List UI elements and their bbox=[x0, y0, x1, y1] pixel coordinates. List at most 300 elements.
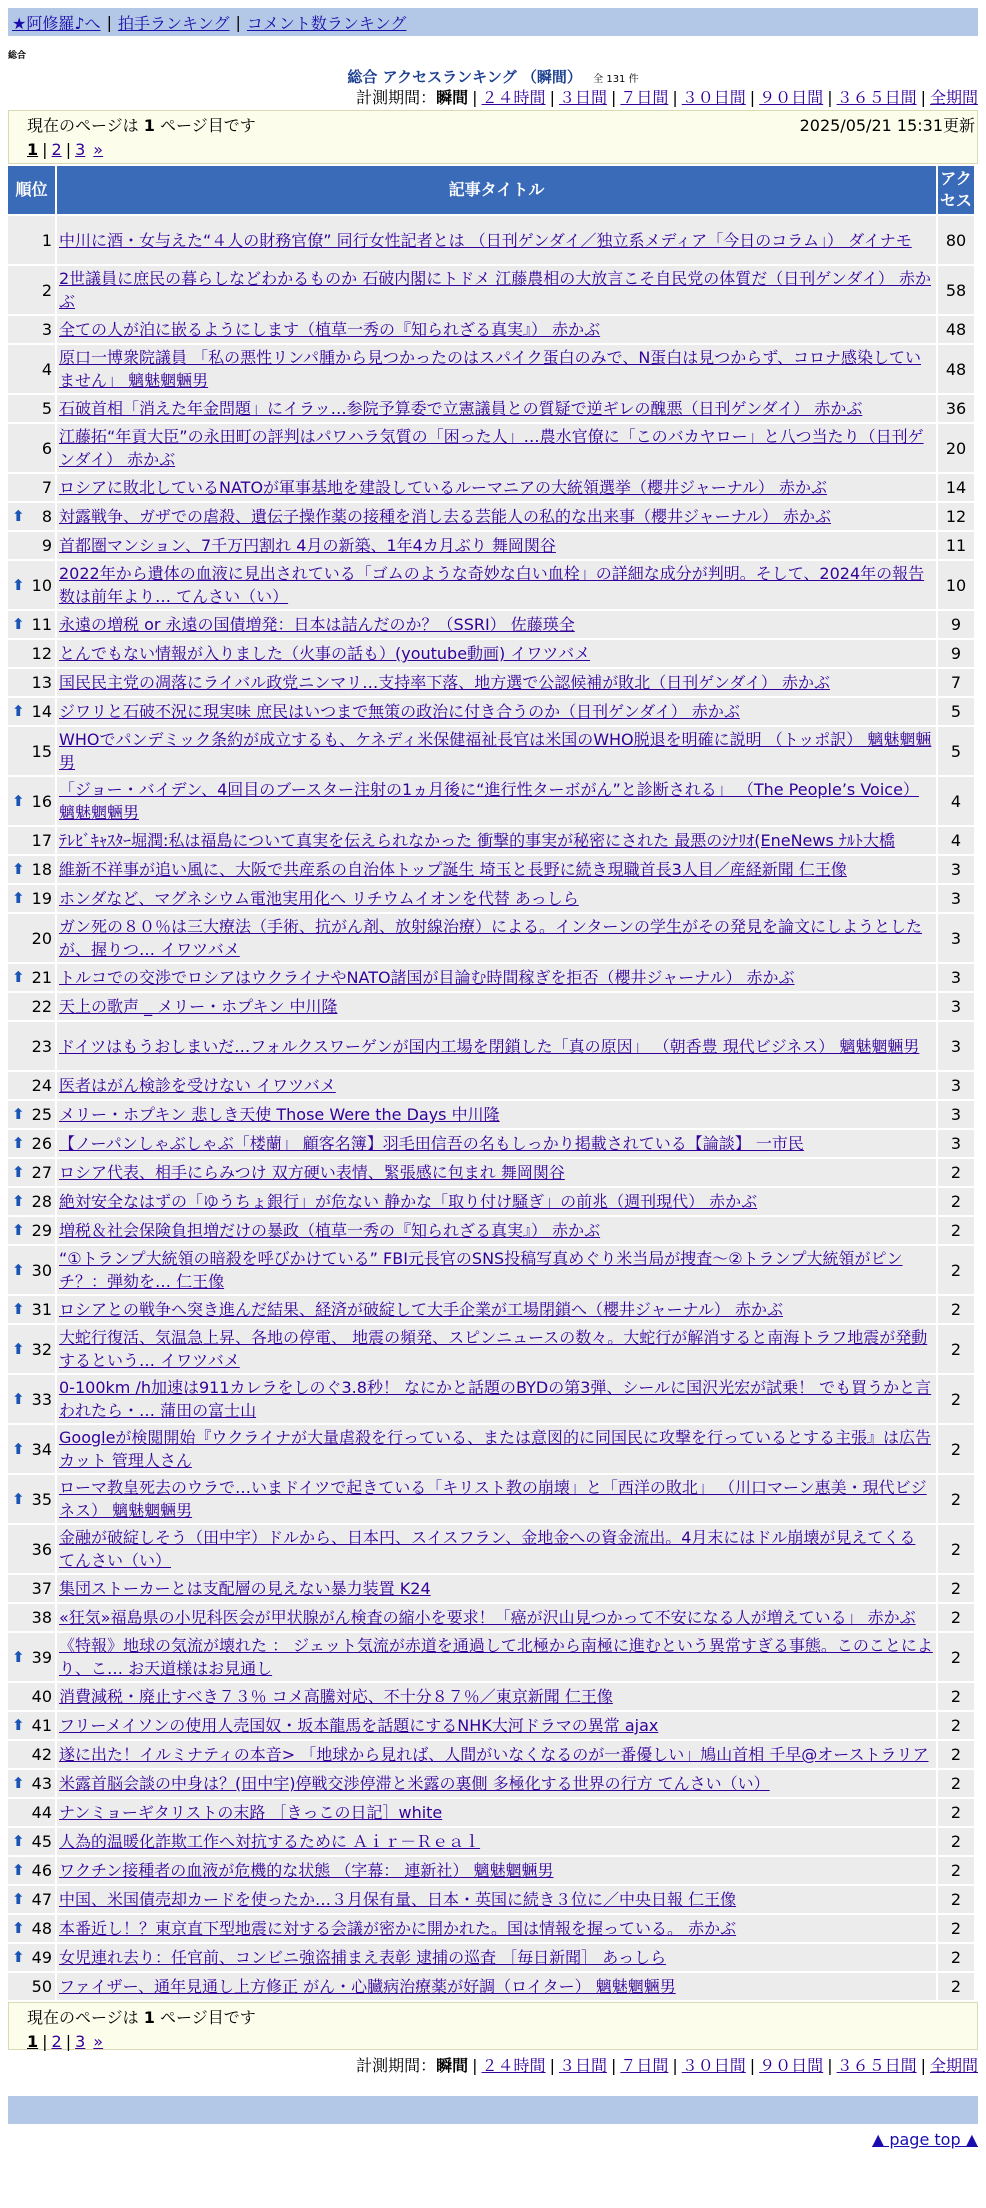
rank-up-arrow-icon: ⬆ bbox=[12, 1134, 25, 1152]
period-current: 瞬間 bbox=[436, 88, 469, 107]
comment-ranking-link[interactable]: コメント数ランキング bbox=[246, 13, 407, 33]
article-title-link[interactable]: ワクチン接種者の血液が危機的な状態 （字幕： 連新社） 魑魅魍魎男 bbox=[59, 1861, 554, 1880]
title-cell bbox=[57, 1188, 936, 1215]
rank-cell bbox=[8, 1525, 55, 1573]
title-cell bbox=[57, 669, 936, 696]
rank-cell bbox=[8, 216, 55, 264]
rank-up-arrow-icon: ⬆ bbox=[12, 1919, 25, 1937]
rank-cell bbox=[8, 1799, 55, 1826]
access-count: 7 bbox=[938, 669, 974, 696]
period-link[interactable]: ２４時間 bbox=[481, 88, 546, 107]
period-selector-bottom bbox=[8, 2054, 978, 2078]
article-title-link[interactable]: 維新不祥事が追い風に、大阪で共産系の自治体トップ誕生 埼玉と長野に続き現職首長3人目／産経新聞 仁王像 bbox=[59, 860, 847, 879]
period-separator: | bbox=[472, 88, 478, 107]
rank-cell bbox=[8, 1325, 55, 1373]
ranking-row bbox=[8, 1799, 974, 1826]
article-title-link[interactable]: 絶対安全なはずの「ゆうちょ銀行」が危ない 静かな「取り付け騒ぎ」の前兆（週刊現代） 赤かぶ bbox=[59, 1192, 758, 1211]
pagination-top bbox=[27, 140, 977, 159]
rank-number: 1 bbox=[41, 230, 52, 250]
period-separator: | bbox=[672, 2056, 678, 2075]
rank-number: 10 bbox=[31, 575, 52, 595]
rank-cell bbox=[8, 1575, 55, 1602]
title-cell bbox=[57, 1712, 936, 1739]
title-cell bbox=[57, 316, 936, 343]
ranking-row bbox=[8, 316, 974, 343]
rank-up-arrow-icon: ⬆ bbox=[12, 507, 25, 525]
title-cell bbox=[57, 1683, 936, 1710]
pager-link[interactable]: 2 bbox=[51, 2032, 62, 2051]
article-title-link[interactable]: 中川に酒・女与えた“４人の財務官僚” 同行女性記者とは （日刊ゲンダイ／独立系メディア「今日のコラム」） ダイナモ bbox=[59, 230, 912, 250]
title-cell bbox=[57, 561, 936, 609]
rank-number: 23 bbox=[31, 1036, 52, 1056]
title-cell bbox=[57, 1915, 936, 1942]
rank-number: 14 bbox=[31, 702, 52, 721]
ranking-row bbox=[8, 777, 974, 825]
period-link[interactable]: ３日間 bbox=[558, 2056, 607, 2075]
title-cell bbox=[57, 1886, 936, 1913]
rank-number: 41 bbox=[31, 1716, 52, 1735]
rank-number: 37 bbox=[31, 1579, 52, 1598]
ranking-row bbox=[8, 1072, 974, 1099]
article-title-link[interactable]: ロシアとの戦争へ突き進んだ結果、経済が破綻して大手企業が工場閉鎖へ（櫻井ジャーナル） 赤かぶ bbox=[59, 1300, 783, 1319]
article-title-link[interactable]: ドイツはもうおしまいだ…フォルクスワーゲンが国内工場を閉鎖した「真の原因」 （朝香豊 現代ビジネス） 魑魅魍魎男 bbox=[59, 1036, 920, 1056]
access-count: 2 bbox=[938, 1799, 974, 1826]
period-link[interactable]: 全期間 bbox=[929, 88, 978, 107]
category-tag: 総合 bbox=[8, 51, 27, 61]
article-title-link[interactable]: 遂に出た！イルミナティの本音> 「地球から見れば、人間がいなくなるのが一番優しい」鳩山首相 千早@オーストラリア bbox=[59, 1745, 929, 1764]
access-count: 2 bbox=[938, 1296, 974, 1323]
ranking-row bbox=[8, 1022, 974, 1070]
rank-number: 50 bbox=[31, 1977, 52, 1996]
ranking-row bbox=[8, 993, 974, 1020]
rank-up-arrow-icon: ⬆ bbox=[12, 1105, 25, 1123]
rank-number: 36 bbox=[31, 1539, 52, 1559]
pager-separator: | bbox=[65, 140, 72, 159]
ranking-row bbox=[8, 1101, 974, 1128]
rank-number: 9 bbox=[41, 536, 52, 555]
access-count: 2 bbox=[938, 1683, 974, 1710]
rank-cell bbox=[8, 777, 55, 825]
article-title-link[interactable]: ﾃﾚﾋﾞｷｬｽﾀｰ堀潤:私は福島について真実を伝えられなかった 衝撃的事実が秘密にされた 最悪のｼﾅﾘｵ(EneNews ﾅﾙﾄ大橋 bbox=[59, 831, 895, 850]
ranking-row bbox=[8, 1130, 974, 1157]
rank-cell bbox=[8, 1886, 55, 1913]
ranking-row bbox=[8, 1741, 974, 1768]
rank-cell bbox=[8, 1712, 55, 1739]
access-count: 58 bbox=[938, 266, 974, 314]
rank-up-arrow-icon: ⬆ bbox=[12, 1260, 25, 1279]
access-count: 4 bbox=[938, 827, 974, 854]
article-title-link[interactable]: ホンダなど、マグネシウム電池実用化へ リチウムイオンを代替 あっしら bbox=[59, 889, 579, 908]
ranking-row bbox=[8, 1246, 974, 1294]
rank-cell bbox=[8, 1973, 55, 2000]
access-count: 11 bbox=[938, 532, 974, 559]
nav-separator: | bbox=[106, 12, 112, 32]
title-cell bbox=[57, 1022, 936, 1070]
rank-cell bbox=[8, 395, 55, 422]
ranking-row bbox=[8, 532, 974, 559]
access-count: 2 bbox=[938, 1159, 974, 1186]
period-link[interactable]: ３６５日間 bbox=[836, 88, 917, 107]
rank-cell bbox=[8, 1022, 55, 1070]
period-link[interactable]: 全期間 bbox=[929, 2056, 978, 2075]
access-count: 2 bbox=[938, 1828, 974, 1855]
access-count: 2 bbox=[938, 1425, 974, 1473]
pager-link[interactable]: 3 bbox=[75, 2032, 86, 2051]
pager-current: 1 bbox=[27, 2032, 39, 2051]
title-cell bbox=[57, 532, 936, 559]
ranking-row bbox=[8, 1475, 974, 1523]
rank-number: 48 bbox=[31, 1919, 52, 1938]
rank-cell bbox=[8, 1425, 55, 1473]
rank-number: 8 bbox=[41, 507, 52, 526]
title-cell bbox=[57, 827, 936, 854]
access-count: 2 bbox=[938, 1575, 974, 1602]
article-title-link[interactable]: 首都圏マンション、7千万円割れ 4月の新築、1年4カ月ぶり 舞岡関谷 bbox=[59, 536, 556, 555]
rank-cell bbox=[8, 669, 55, 696]
title-cell bbox=[57, 1425, 936, 1473]
rank-number: 29 bbox=[31, 1221, 52, 1240]
rank-up-arrow-icon: ⬆ bbox=[12, 1163, 25, 1181]
period-link[interactable]: ２４時間 bbox=[481, 2056, 546, 2075]
article-title-link[interactable]: 医者はがん検診を受けない イワツバメ bbox=[59, 1076, 336, 1095]
rank-number: 44 bbox=[31, 1803, 52, 1822]
rank-up-arrow-icon: ⬆ bbox=[12, 702, 25, 720]
article-title-link[interactable]: ジワリと石破不況に現実味 庶民はいつまで無策の政治に付き合うのか（日刊ゲンダイ） 赤かぶ bbox=[59, 702, 740, 721]
period-link[interactable]: ９０日間 bbox=[759, 2056, 824, 2075]
title-cell bbox=[57, 885, 936, 912]
period-link[interactable]: ３日間 bbox=[558, 88, 607, 107]
period-link[interactable]: ７日間 bbox=[620, 88, 669, 107]
title-cell bbox=[57, 424, 936, 472]
period-label: 計測期間： bbox=[356, 88, 437, 107]
access-count: 80 bbox=[938, 216, 974, 264]
article-title-link[interactable]: 2世議員に庶民の暮らしなどわかるものか 石破内閣にトドメ 江藤農相の大放言こそ自民党の体質だ（日刊ゲンダイ） 赤かぶ bbox=[59, 269, 931, 311]
rank-up-arrow-icon: ⬆ bbox=[12, 1890, 25, 1908]
access-count: 3 bbox=[938, 1022, 974, 1070]
page-indicator-bottom: 現在のページは 1 ページ目です bbox=[27, 2008, 256, 2027]
period-separator: | bbox=[472, 2056, 478, 2075]
title-cell bbox=[57, 1072, 936, 1099]
ranking-row bbox=[8, 424, 974, 472]
article-title-link[interactable]: WHOでパンデミック条約が成立するも、ケネディ米保健福祉長官は米国のWHO脱退を明確に説明 （トッポ訳） 魑魅魍魎男 bbox=[59, 730, 932, 772]
rank-cell bbox=[8, 503, 55, 530]
ranking-row bbox=[8, 827, 974, 854]
ranking-row bbox=[8, 1217, 974, 1244]
rank-cell bbox=[8, 1188, 55, 1215]
article-title-link[interactable]: 対露戦争、ガザでの虐殺、遺伝子操作薬の接種を消し去る芸能人の私的な出来事（櫻井ジャーナル） 赤かぶ bbox=[59, 507, 831, 526]
page-info-box-bottom bbox=[8, 2002, 978, 2050]
page-top-link[interactable]: ▲ page top ▲ bbox=[871, 2130, 978, 2149]
current-page-number: 1 bbox=[143, 2008, 155, 2027]
title-cell bbox=[57, 1217, 936, 1244]
title-cell bbox=[57, 698, 936, 725]
rank-number: 19 bbox=[31, 889, 52, 908]
rank-number: 25 bbox=[31, 1105, 52, 1124]
article-title-link[interactable]: 原口一博衆院議員 「私の悪性リンパ腫から見つかったのはスパイク蛋白のみで、N蛋白は見つからず、コロナ感染していません」 魑魅魍魎男 bbox=[59, 348, 922, 390]
title-cell bbox=[57, 611, 936, 638]
rank-up-arrow-icon: ⬆ bbox=[12, 1192, 25, 1210]
ranking-row bbox=[8, 914, 974, 962]
ranking-row bbox=[8, 395, 974, 422]
rank-cell bbox=[8, 1770, 55, 1797]
clap-ranking-link[interactable]: 拍手ランキング bbox=[117, 13, 230, 33]
ranking-row bbox=[8, 964, 974, 991]
title-cell bbox=[57, 856, 936, 883]
title-cell bbox=[57, 474, 936, 501]
ranking-row bbox=[8, 885, 974, 912]
access-count: 48 bbox=[938, 316, 974, 343]
access-count: 3 bbox=[938, 1101, 974, 1128]
access-count: 36 bbox=[938, 395, 974, 422]
article-title-link[interactable]: 石破首相「消えた年金問題」にイラッ…参院予算委で立憲議員との質疑で逆ギレの醜悪（日刊ゲンダイ） 赤かぶ bbox=[59, 399, 863, 418]
article-title-link[interactable]: ナンミョーギタリストの末路 ［きっこの日記］white bbox=[59, 1803, 443, 1822]
rank-number: 26 bbox=[31, 1134, 52, 1153]
rank-up-arrow-icon: ⬆ bbox=[12, 1339, 25, 1358]
access-count: 48 bbox=[938, 345, 974, 393]
access-count: 2 bbox=[938, 1217, 974, 1244]
ranking-row bbox=[8, 1525, 974, 1573]
current-page-number: 1 bbox=[143, 116, 155, 135]
period-link[interactable]: ７日間 bbox=[620, 2056, 669, 2075]
article-title-link[interactable]: 女児連れ去り：任官前、コンビニ強盗捕まえ表彰 逮捕の巡査 ［毎日新聞］ あっしら bbox=[59, 1948, 667, 1967]
ranking-row bbox=[8, 216, 974, 264]
ranking-row bbox=[8, 1159, 974, 1186]
rank-number: 31 bbox=[31, 1300, 52, 1319]
rank-cell bbox=[8, 1475, 55, 1523]
article-title-link[interactable]: 《特報》地球の気流が壊れた ： ジェット気流が赤道を通過して北極から南極に進むという異常すぎる事態。このことにより、こ… お天道様はお見通し bbox=[59, 1636, 933, 1678]
article-title-link[interactable]: 大蛇行復活、気温急上昇、各地の停電、 地震の頻発、スピンニュースの数々。大蛇行が解消すると南海トラフ地震が発動するという… イワツバメ bbox=[59, 1328, 928, 1370]
title-cell bbox=[57, 964, 936, 991]
article-title-link[interactable]: トルコでの交渉でロシアはウクライナやNATO諸国が目論む時間稼ぎを拒否（櫻井ジャーナル） 赤かぶ bbox=[59, 968, 795, 987]
ranking-row bbox=[8, 1575, 974, 1602]
article-title-link[interactable]: 2022年から遺体の血液に見出されている「ゴムのような奇妙な白い血栓」の詳細な成分が判明。そして、2024年の報告数は前年より… てんさい（い） bbox=[59, 564, 925, 606]
rank-up-arrow-icon: ⬆ bbox=[12, 791, 25, 810]
ranking-row bbox=[8, 1425, 974, 1473]
access-count: 3 bbox=[938, 914, 974, 962]
pager-separator: | bbox=[65, 2032, 72, 2051]
title-cell bbox=[57, 1575, 936, 1602]
period-separator: | bbox=[827, 88, 833, 107]
article-title-link[interactable]: 全ての人が泊に嵌るようにします（植草一秀の『知られざる真実』） 赤かぶ bbox=[59, 320, 601, 339]
title-cell bbox=[57, 503, 936, 530]
period-link[interactable]: ３０日間 bbox=[681, 2056, 746, 2075]
rank-cell bbox=[8, 532, 55, 559]
rank-up-arrow-icon: ⬆ bbox=[12, 1774, 25, 1792]
rank-number: 12 bbox=[31, 644, 52, 663]
title-cell bbox=[57, 1375, 936, 1423]
access-count: 2 bbox=[938, 1475, 974, 1523]
period-current: 瞬間 bbox=[436, 2056, 469, 2075]
rank-number: 20 bbox=[31, 928, 52, 948]
rank-cell bbox=[8, 345, 55, 393]
pager-next[interactable]: » bbox=[93, 140, 104, 159]
title-cell bbox=[57, 727, 936, 775]
article-title-link[interactable]: 「ジョー・バイデン、4回目のブースター注射の1ヵ月後に“進行性ターボがん”と診断される」 （The People’s Voice） 魑魅魍魎男 bbox=[59, 780, 919, 822]
access-count: 12 bbox=[938, 503, 974, 530]
period-separator: | bbox=[610, 88, 617, 107]
access-count: 3 bbox=[938, 993, 974, 1020]
access-count: 2 bbox=[938, 1770, 974, 1797]
access-count: 2 bbox=[938, 1712, 974, 1739]
pager-next[interactable]: » bbox=[93, 2032, 104, 2051]
article-title-link[interactable]: ロシア代表、相手にらみつけ 双方硬い表情、緊張感に包まれ 舞岡関谷 bbox=[59, 1163, 565, 1182]
rank-number: 3 bbox=[41, 320, 52, 339]
article-title-link[interactable]: 本番近し！？東京直下型地震に対する会議が密かに開かれた。国は情報を握っている。 赤かぶ bbox=[59, 1919, 737, 1938]
article-title-link[interactable]: フリーメイソンの使用人売国奴・坂本龍馬を話題にするNHK大河ドラマの異常 ajax bbox=[59, 1716, 659, 1735]
ranking-row bbox=[8, 640, 974, 667]
ranking-row bbox=[8, 1325, 974, 1373]
access-count: 3 bbox=[938, 964, 974, 991]
ranking-row bbox=[8, 669, 974, 696]
access-count: 2 bbox=[938, 1604, 974, 1631]
pagination-bottom bbox=[27, 2032, 977, 2051]
access-count: 2 bbox=[938, 1188, 974, 1215]
title-cell bbox=[57, 1857, 936, 1884]
article-title-link[interactable]: 天上の歌声 _ メリー・ホプキン 中川隆 bbox=[59, 997, 338, 1016]
article-title-link[interactable]: ガン死の８０％は三大療法（手術、抗がん剤、放射線治療）による。インターンの学生がその発見を論文にしようとしたが、握りつ… イワツバメ bbox=[59, 917, 923, 959]
rank-number: 4 bbox=[41, 359, 52, 379]
article-title-link[interactable]: “①トランプ大統領の暗殺を呼びかけている” FBI元長官のSNS投稿写真めぐり米当局が捜査～②トランプ大統領がピンチ？：弾劾を… 仁王像 bbox=[59, 1249, 903, 1291]
access-count: 2 bbox=[938, 1633, 974, 1681]
ranking-row bbox=[8, 266, 974, 314]
ranking-row bbox=[8, 1944, 974, 1971]
ranking-row bbox=[8, 474, 974, 501]
rank-number: 6 bbox=[41, 438, 52, 458]
rank-cell bbox=[8, 1915, 55, 1942]
rank-number: 35 bbox=[31, 1489, 52, 1509]
access-count: 2 bbox=[938, 1886, 974, 1913]
column-header-access: アクセス bbox=[938, 166, 974, 214]
access-count: 2 bbox=[938, 1857, 974, 1884]
article-title-link[interactable]: 消費減税・廃止すべき７３％ コメ高騰対応、不十分８７％／東京新聞 仁王像 bbox=[59, 1687, 613, 1706]
pager-link[interactable]: 3 bbox=[75, 140, 86, 159]
rank-cell bbox=[8, 1101, 55, 1128]
title-cell bbox=[57, 1525, 936, 1573]
title-cell bbox=[57, 640, 936, 667]
ranking-title: 総合 アクセスランキング （瞬間） bbox=[347, 68, 582, 86]
rank-cell bbox=[8, 1159, 55, 1186]
rank-number: 40 bbox=[31, 1687, 52, 1706]
rank-cell bbox=[8, 1857, 55, 1884]
rank-number: 17 bbox=[31, 831, 52, 850]
access-count: 2 bbox=[938, 1915, 974, 1942]
access-count: 5 bbox=[938, 727, 974, 775]
access-count: 4 bbox=[938, 777, 974, 825]
ranking-row bbox=[8, 1296, 974, 1323]
article-title-link[interactable]: 国民民主党の凋落にライバル政党ニンマリ…支持率下落、地方選で公認候補が敗北（日刊ゲンダイ） 赤かぶ bbox=[59, 673, 831, 692]
rank-up-arrow-icon: ⬆ bbox=[12, 1389, 25, 1408]
period-separator: | bbox=[749, 88, 756, 107]
top-navigation-bar bbox=[8, 8, 978, 36]
ranking-row bbox=[8, 1828, 974, 1855]
pager-link[interactable]: 2 bbox=[51, 140, 62, 159]
article-title-link[interactable]: ローマ教皇死去のウラで…いまドイツで起きている「キリスト教の崩壊」と「西洋の敗北」 （川口マーン惠美・現代ビジネス） 魑魅魍魎男 bbox=[59, 1478, 927, 1520]
bottom-bar bbox=[8, 2096, 978, 2124]
article-title-link[interactable]: とんでもない情報が入りました（火事の話も）(youtube動画) イワツバメ bbox=[59, 644, 591, 663]
access-count: 3 bbox=[938, 856, 974, 883]
rank-number: 43 bbox=[31, 1774, 52, 1793]
article-title-link[interactable]: 集団ストーカーとは支配層の見えない暴力装置 K24 bbox=[59, 1579, 431, 1598]
access-count: 2 bbox=[938, 1325, 974, 1373]
rank-up-arrow-icon: ⬆ bbox=[12, 968, 25, 986]
title-cell bbox=[57, 1604, 936, 1631]
title-cell bbox=[57, 266, 936, 314]
rank-cell bbox=[8, 1217, 55, 1244]
period-link[interactable]: ３０日間 bbox=[681, 88, 746, 107]
article-title-link[interactable]: 【ノーパンしゃぶしゃぶ「楼蘭」 顧客名簿】羽毛田信吾の名もしっかり掲載されている【論談】 一市民 bbox=[59, 1134, 804, 1153]
access-count: 2 bbox=[938, 1375, 974, 1423]
access-count: 2 bbox=[938, 1973, 974, 2000]
ranking-row bbox=[8, 1712, 974, 1739]
rank-number: 18 bbox=[31, 860, 52, 879]
article-title-link[interactable]: 永遠の増税 or 永遠の国債増発：日本は詰んだのか？（SSRI） 佐藤瑛全 bbox=[59, 615, 575, 634]
article-title-link[interactable]: «狂気»福島県の小児科医会が甲状腺がん検査の縮小を要求！「癌が沢山見つかって不安になる人が増えている」 赤かぶ bbox=[59, 1608, 916, 1627]
nav-separator: | bbox=[235, 12, 241, 32]
rank-up-arrow-icon: ⬆ bbox=[12, 615, 25, 633]
home-link[interactable]: ★阿修羅♪へ bbox=[12, 13, 101, 33]
period-link[interactable]: ９０日間 bbox=[759, 88, 824, 107]
article-title-link[interactable]: 米露首脳会談の中身は？(田中宇)停戦交渉停滞と米露の裏側 多極化する世界の行方 てんさい（い） bbox=[59, 1774, 770, 1793]
period-separator: | bbox=[827, 2056, 833, 2075]
rank-number: 2 bbox=[41, 280, 52, 300]
rank-cell bbox=[8, 914, 55, 962]
rank-number: 45 bbox=[31, 1832, 52, 1851]
period-link[interactable]: ３６５日間 bbox=[836, 2056, 917, 2075]
rank-number: 38 bbox=[31, 1608, 52, 1627]
rank-up-arrow-icon: ⬆ bbox=[12, 889, 25, 907]
rank-cell bbox=[8, 964, 55, 991]
period-selector-top bbox=[8, 86, 978, 110]
rank-number: 15 bbox=[31, 741, 52, 761]
pager-separator: | bbox=[42, 2032, 48, 2051]
ranking-row bbox=[8, 698, 974, 725]
rank-number: 22 bbox=[31, 997, 52, 1016]
article-title-link[interactable]: ロシアに敗北しているNATOが軍事基地を建設しているルーマニアの大統領選挙（櫻井ジャーナル） 赤かぶ bbox=[59, 478, 828, 497]
article-title-link[interactable]: 中国、米国債売却カードを使ったか…３月保有量、日本・英国に続き３位に／中央日報 仁王像 bbox=[59, 1890, 737, 1909]
rank-cell bbox=[8, 611, 55, 638]
period-separator: | bbox=[672, 88, 678, 107]
access-count: 9 bbox=[938, 611, 974, 638]
title-cell bbox=[57, 1325, 936, 1373]
ranking-row bbox=[8, 1915, 974, 1942]
ranking-row bbox=[8, 611, 974, 638]
article-title-link[interactable]: 増税＆社会保険負担増だけの暴政（植草一秀の『知られざる真実』） 赤かぶ bbox=[59, 1221, 601, 1240]
ranking-row bbox=[8, 727, 974, 775]
rank-cell bbox=[8, 266, 55, 314]
rank-cell bbox=[8, 561, 55, 609]
rank-cell bbox=[8, 424, 55, 472]
ranking-row bbox=[8, 561, 974, 609]
title-cell bbox=[57, 1741, 936, 1768]
title-cell bbox=[57, 1633, 936, 1681]
article-title-link[interactable]: 人為的温暖化詐欺工作へ対抗するために Ａｉｒ－Ｒｅａｌ bbox=[59, 1832, 481, 1851]
article-title-link[interactable]: Googleが検閲開始『ウクライナが大量虐殺を行っている、または意図的に同国民に攻撃を行っているとする主張』は広告カット 管理人さん bbox=[59, 1428, 931, 1470]
rank-cell bbox=[8, 1130, 55, 1157]
rank-up-arrow-icon: ⬆ bbox=[12, 1647, 25, 1666]
article-title-link[interactable]: 0-100km /h加速は911カレラをしのぐ3.8秒！ なにかと話題のBYDの第3弾、シールに国沢光宏が試乗！ でも買うかと言われたら・… 蒲田の富士山 bbox=[59, 1378, 932, 1420]
ranking-row bbox=[8, 1973, 974, 2000]
period-separator: | bbox=[749, 2056, 756, 2075]
rank-up-arrow-icon: ⬆ bbox=[12, 1948, 25, 1966]
article-title-link[interactable]: 金融が破綻しそう（田中宇）ドルから、日本円、スイスフラン、金地金への資金流出。4月末にはドル崩壊が見えてくる てんさい（い） bbox=[59, 1528, 916, 1570]
title-cell bbox=[57, 1828, 936, 1855]
rank-cell bbox=[8, 1633, 55, 1681]
rank-up-arrow-icon: ⬆ bbox=[12, 1716, 25, 1734]
article-title-link[interactable]: ファイザー、通年見通し上方修正 がん・心臓病治療薬が好調（ロイター） 魑魅魍魎男 bbox=[59, 1977, 676, 1996]
article-title-link[interactable]: メリー・ホプキン 悲しき天使 Those Were the Days 中川隆 bbox=[59, 1105, 500, 1124]
ranking-row bbox=[8, 503, 974, 530]
article-title-link[interactable]: 江藤拓“年貢大臣”の永田町の評判はパワハラ気質の「困った人」…農水官僚に「このバカヤロー」と八つ当たり（日刊ゲンダイ） 赤かぶ bbox=[59, 427, 924, 469]
